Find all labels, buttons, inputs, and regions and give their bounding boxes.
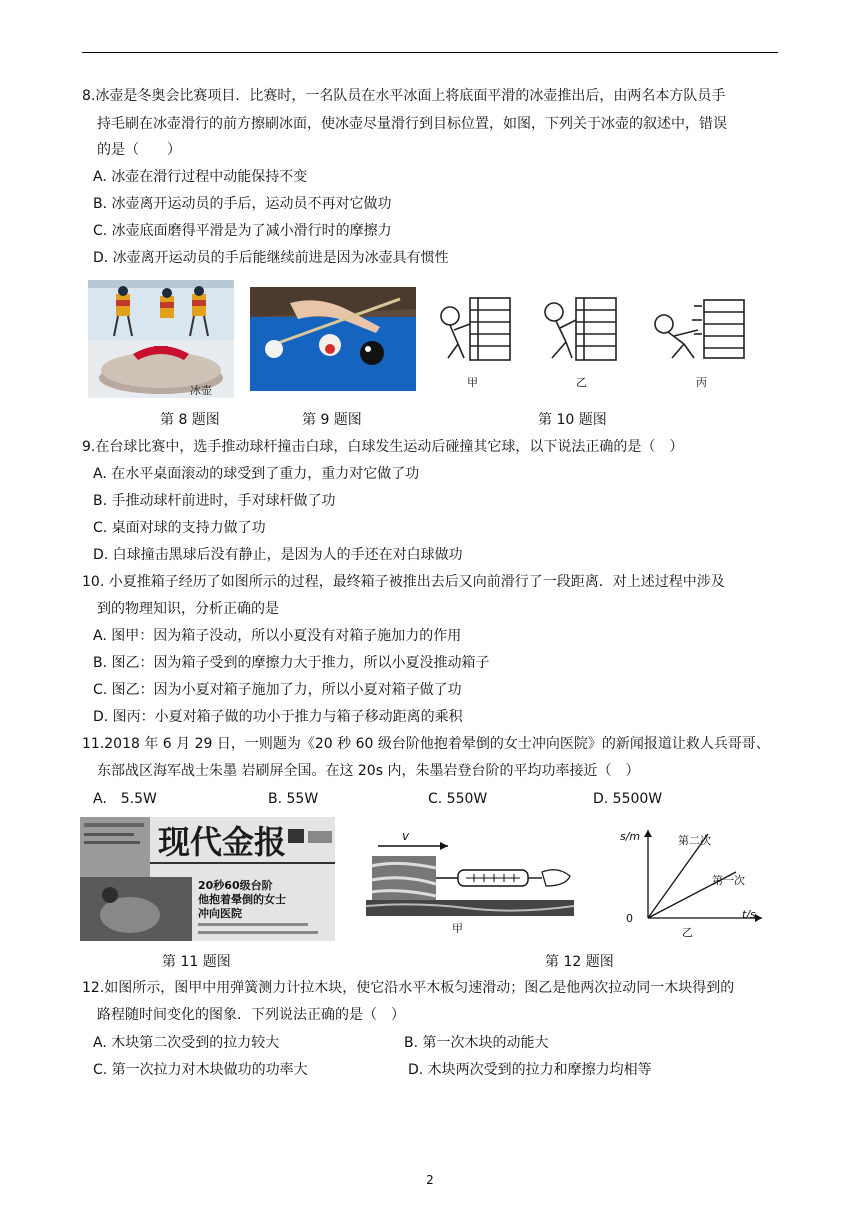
curling-photo	[88, 280, 234, 398]
q10-stem-line1: 10. 小夏推箱子经历了如图所示的过程，最终箱子被推出去后又向前滑行了一段距离．对上述过程中涉及	[82, 574, 725, 590]
box-label-bing: 丙	[696, 376, 707, 389]
figure-label-yi: 乙	[682, 926, 693, 939]
q10-option-c: C. 图乙：因为小夏对箱子施加了力，所以小夏对箱子做了功	[93, 682, 462, 698]
q9-option-c: C. 桌面对球的支持力做了功	[93, 520, 266, 536]
header-rule	[82, 52, 778, 53]
q11-option-d: D. 5500W	[593, 791, 663, 807]
box-label-yi: 乙	[576, 376, 587, 389]
q11-option-a: A. 5.5W	[93, 791, 157, 807]
q12-option-b: B. 第一次木块的动能大	[404, 1035, 549, 1051]
q9-stem-line1: 9.在台球比赛中，选手推动球杆撞击白球，白球发生运动后碰撞其它球，以下说法正确的是（ ）	[82, 439, 684, 455]
q12-stem-line1: 12.如图所示，图甲中用弹簧测力计拉木块，使它沿水平木板匀速滑动；图乙是他两次拉动同一木块得到的	[82, 980, 735, 996]
newspaper-title: 现代金报	[158, 823, 287, 861]
q10-option-b: B. 图乙：因为箱子受到的摩擦力大于推力，所以小夏没推动箱子	[93, 655, 490, 671]
x-axis-label: t/s	[742, 908, 756, 921]
spring-scale-figure	[366, 826, 574, 936]
q8-option-a: A. 冰壶在滑行过程中动能保持不变	[93, 169, 308, 185]
q12-option-c: C. 第一次拉力对木块做功的功率大	[93, 1062, 308, 1078]
caption-fig9: 第 9 题图	[302, 412, 362, 428]
q8-option-b: B. 冰壶离开运动员的手后，运动员不再对它做功	[93, 196, 392, 212]
origin-label: 0	[626, 912, 633, 925]
curling-label: 冰壶	[190, 384, 212, 397]
headline-line3: 冲向医院	[198, 907, 242, 920]
newspaper-photo	[80, 817, 335, 941]
box-label-jia: 甲	[467, 376, 478, 389]
headline-line1: 20秒60级台阶	[198, 879, 273, 892]
q9-option-d: D. 白球撞击黑球后没有静止，是因为人的手还在对白球做功	[93, 547, 463, 563]
headline-line2: 他抱着晕倒的女士	[198, 893, 286, 906]
label-second: 第二次	[678, 834, 711, 847]
q12-stem-line2: 路程随时间变化的图象．下列说法正确的是（ ）	[97, 1007, 405, 1023]
q11-stem-line1: 11.2018 年 6 月 29 日，一则题为《20 秒 60 级台阶他抱着晕倒的女士冲向医院》的新闻报道让救人兵哥哥、	[82, 736, 770, 752]
q8-stem-line3: 的是（ ）	[97, 142, 181, 158]
velocity-label: v	[402, 829, 410, 843]
figure-label-jia: 甲	[452, 922, 463, 935]
q8-option-c: C. 冰壶底面磨得平滑是为了减小滑行时的摩擦力	[93, 223, 392, 239]
y-axis-label: s/m	[620, 830, 641, 843]
q10-stem-line2: 到的物理知识，分析正确的是	[97, 601, 279, 617]
caption-fig11: 第 11 题图	[162, 954, 231, 970]
caption-fig10: 第 10 题图	[538, 412, 607, 428]
q8-stem-line1: 8.冰壶是冬奥会比赛项目．比赛时，一名队员在水平冰面上将底面平滑的冰壶推出后，由两名本方队员手	[82, 88, 726, 104]
q8-option-d: D. 冰壶离开运动员的手后能继续前进是因为冰壶具有惯性	[93, 250, 449, 266]
caption-fig12: 第 12 题图	[545, 954, 614, 970]
caption-fig8: 第 8 题图	[160, 412, 220, 428]
q11-option-b: B. 55W	[268, 791, 319, 807]
pushing-box-figures	[436, 290, 756, 390]
q9-option-a: A. 在水平桌面滚动的球受到了重力，重力对它做了功	[93, 466, 420, 482]
q12-option-d: D. 木块两次受到的拉力和摩擦力均相等	[408, 1062, 652, 1078]
q11-stem-line2: 东部战区海军战士朱墨 岩刷屏全国。在这 20s 内，朱墨岩登台阶的平均功率接近（ ）	[97, 763, 640, 779]
distance-time-graph	[616, 822, 766, 940]
q12-option-a: A. 木块第二次受到的拉力较大	[93, 1035, 280, 1051]
q11-option-c: C. 550W	[428, 791, 488, 807]
q10-option-a: A. 图甲：因为箱子没动，所以小夏没有对箱子施加力的作用	[93, 628, 462, 644]
page-number: 2	[426, 1173, 434, 1187]
q9-option-b: B. 手推动球杆前进时，手对球杆做了功	[93, 493, 336, 509]
q8-stem-line2: 持毛刷在冰壶滑行的前方擦刷冰面，使冰壶尽量滑行到目标位置，如图，下列关于冰壶的叙述中，错误	[97, 116, 727, 132]
billiards-photo	[250, 287, 416, 391]
label-first: 第一次	[712, 874, 745, 887]
q10-option-d: D. 图丙：小夏对箱子做的功小于推力与箱子移动距离的乘积	[93, 709, 463, 725]
